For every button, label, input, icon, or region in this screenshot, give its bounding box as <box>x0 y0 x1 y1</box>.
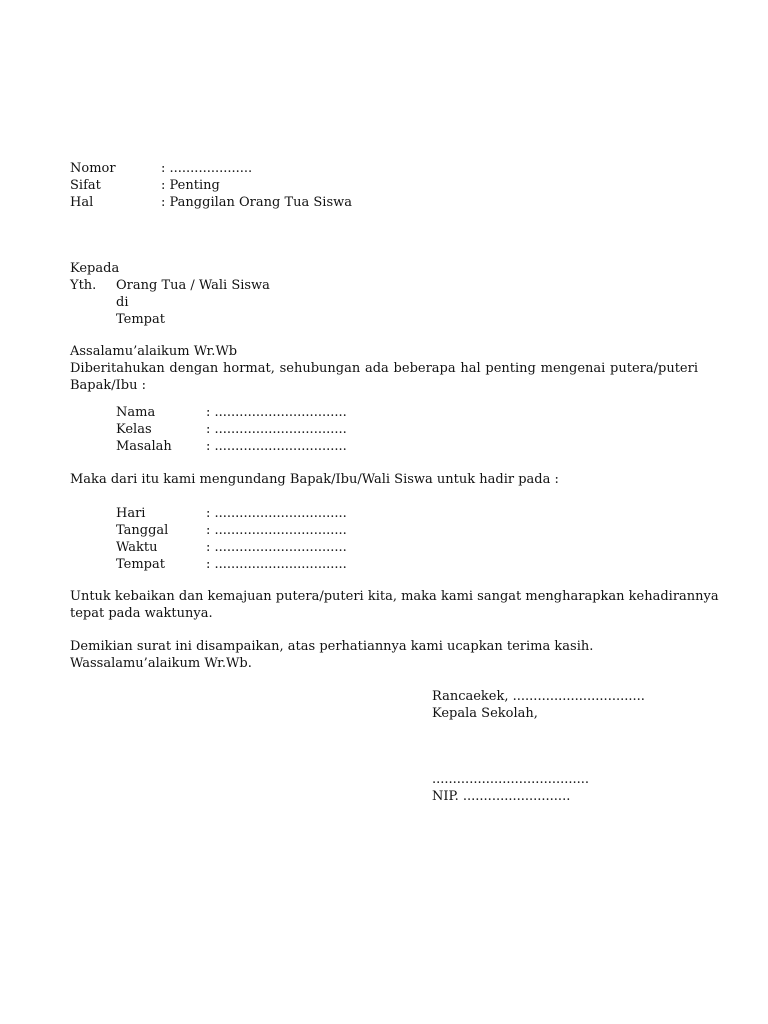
student-row <box>116 421 698 438</box>
kelas-value: : ................................ <box>206 422 347 437</box>
tanggal-value: : ................................ <box>206 523 347 538</box>
nama-value: : ................................ <box>206 405 347 420</box>
greeting: Assalamu’alaikum Wr.Wb <box>70 344 238 359</box>
hope-line-1: Untuk kebaikan dan kemajuan putera/puteri kita, maka kami sangat mengharapkan kehadirannya <box>70 589 719 604</box>
nomor-label: Nomor <box>70 161 116 176</box>
hal-row <box>70 194 698 211</box>
waktu-value: : ................................ <box>206 540 347 555</box>
hope-block <box>70 588 719 622</box>
closing-block <box>70 638 698 672</box>
recipient-name: Orang Tua / Wali Siswa <box>116 278 270 293</box>
masalah-label: Masalah <box>116 439 172 454</box>
schedule-row <box>116 539 698 556</box>
kepada-label: Kepada <box>70 261 120 276</box>
hal-label: Hal <box>70 195 94 210</box>
signature-name-line: ...................................... <box>432 772 590 787</box>
intro-line-2: Bapak/Ibu : <box>70 378 146 393</box>
waktu-label: Waktu <box>116 540 158 555</box>
schedule-row <box>116 505 698 522</box>
tempat-value: : ................................ <box>206 557 347 572</box>
schedule-row <box>116 522 698 539</box>
recipient-di: di <box>116 295 129 310</box>
signature-nip: NIP. .......................... <box>432 789 571 804</box>
intro-line-1: Diberitahukan dengan hormat, sehubungan ada beberapa hal penting mengenai putera/puteri <box>70 361 698 376</box>
sifat-label: Sifat <box>70 178 101 193</box>
yth-label: Yth. <box>70 278 97 293</box>
farewell-text: Wassalamu’alaikum Wr.Wb. <box>70 656 252 671</box>
tanggal-label: Tanggal <box>116 523 169 538</box>
student-row <box>116 438 698 455</box>
hope-line-2: tepat pada waktunya. <box>70 606 213 621</box>
intro-block <box>70 343 698 394</box>
schedule-row <box>116 556 698 573</box>
nomor-value: : .................... <box>161 161 253 176</box>
sifat-value: : Penting <box>161 178 220 193</box>
recipient-block <box>70 260 698 328</box>
nama-label: Nama <box>116 405 156 420</box>
sifat-row <box>70 177 698 194</box>
signature-place-date: Rancaekek, ................................ <box>432 689 645 704</box>
hari-label: Hari <box>116 506 146 521</box>
closing-text: Demikian surat ini disampaikan, atas perhatiannya kami ucapkan terima kasih. <box>70 639 594 654</box>
signature-title: Kepala Sekolah, <box>432 706 538 721</box>
invite-block <box>70 471 698 488</box>
nomor-row <box>70 160 698 177</box>
recipient-place: Tempat <box>116 312 165 327</box>
masalah-value: : ................................ <box>206 439 347 454</box>
kelas-label: Kelas <box>116 422 152 437</box>
hal-value: : Panggilan Orang Tua Siswa <box>161 195 353 210</box>
tempat-label: Tempat <box>116 557 165 572</box>
student-row <box>116 404 698 421</box>
letter-header <box>70 160 698 211</box>
schedule-fields <box>70 505 698 573</box>
invite-text: Maka dari itu kami mengundang Bapak/Ibu/Wali Siswa untuk hadir pada : <box>70 472 559 487</box>
hari-value: : ................................ <box>206 506 347 521</box>
student-fields <box>70 404 698 455</box>
